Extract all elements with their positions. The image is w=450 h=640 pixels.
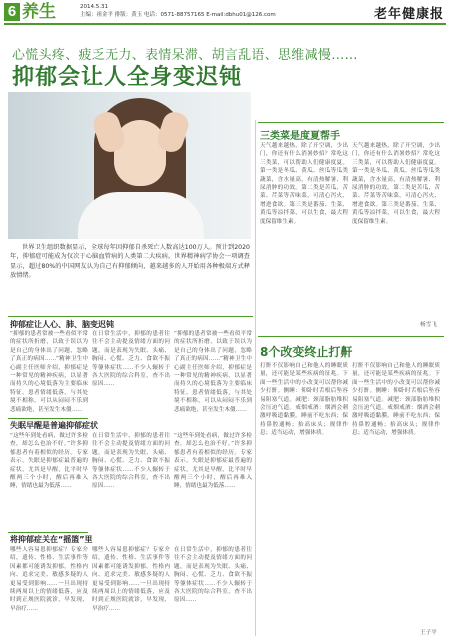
- section2-title: 失眠早醒是普遍抑郁症状: [10, 421, 98, 430]
- right-article1-byline: 杨雪飞: [420, 322, 437, 328]
- right-article2-col1: 打鼾不仅影响自己和他人的睡眠质量，还可能是某些疾病的征兆。下面一些生活中的小改变可以帮你减少打鼾。侧睡：仰卧时舌根后坠容易阻塞气道。减肥：颈部脂肪堆积会压迫气道。戒烟戒酒：烟酒会刺激呼吸道黏膜。睡前不吃东西；保持鼻腔通畅；抬高床头；规律作息；适当运动，增强体质。: [260, 363, 348, 437]
- right-article2-col2: 打鼾不仅影响自己和他人的睡眠质量，还可能是某些疾病的征兆。下面一些生活中的小改变可以帮你减少打鼾。侧睡：仰卧时舌根后坠容易阻塞气道。减肥：颈部脂肪堆积会压迫气道。戒烟戒酒：烟酒会刺激呼吸道黏膜。睡前不吃东西；保持鼻腔通畅；抬高床头；规律作息；适当运动，增强体质。: [352, 363, 440, 437]
- editor-line: 主编：祖金平 排版：黄玉 电话：0571-88757165 E-mail:dbhu01@126.com: [80, 12, 276, 18]
- column-divider: [255, 120, 256, 636]
- article-title: 抑郁会让人全身变迟钝: [12, 65, 243, 90]
- newspaper-logo: 老年健康报: [373, 7, 444, 22]
- right-article1-col2: 天气越来越热，除了开空调，少出门，你还有什么消暑妙招？常吃这三类菜，可以帮助人们健康度夏。第一类是冬瓜、黄瓜、丝瓜等瓜类蔬菜，含水量高，有清热解暑、利尿消肿的功效。第二类是苦瓜、苦菜、芹菜等苦味菜，可清心泻火、增进食欲。第三类是番茄、生菜、黄瓜等凉拌菜，可以生食，最大程度保留维生素。: [352, 143, 440, 225]
- header-rule: [4, 23, 446, 25]
- right-article1-title: 三类菜是度夏帮手: [260, 131, 340, 142]
- right-article2-rule: [258, 336, 444, 337]
- article-subtitle: 心慌头疼、疲乏无力、表情呆滞、胡言乱语、思维减慢……: [12, 48, 358, 63]
- section1-col3: “抑郁的患者常被一些看似平常的症状所折磨，以致于误以为是自己的身体出了问题，忽略了真正的病因……”精神卫生中心副主任医师介绍，抑郁症是一种常见的精神疾病，以显著而持久的心境低落为主要临床特征。患者情绪低落，与其处境不相称，可以从闷闷不乐到悲痛欲绝，甚至发生木僵……: [174, 331, 252, 413]
- page-number: 6: [4, 3, 20, 21]
- issue-date: 2014.5.31: [80, 4, 108, 10]
- section3-col2: 哪些人容易患抑郁症？专家介绍，遗传、性格、生活事件等因素都可能诱发抑郁。性格内向、追求完美、敏感多疑的人更易受到影响……一旦出现持续两周以上的情绪低落，应及时到正规医院就诊，早发现、早治疗……: [92, 547, 170, 612]
- article-lead: 世界卫生组织数据显示，全球每年因抑郁自杀死亡人数高达100万人。预计到2020年，抑郁症可能成为仅次于心脑血管病的人类第二大疾病。世界精神病学协会一项调查显示，超过80%的中国网友认为自己有抑郁倾向，越来越多的人开始用各种极端方式释放情绪。: [10, 244, 250, 279]
- section2-rule: [8, 418, 88, 419]
- section3-col1: 哪些人容易患抑郁症？专家介绍，遗传、性格、生活事件等因素都可能诱发抑郁。性格内向、追求完美、敏感多疑的人更易受到影响……一旦出现持续两周以上的情绪低落，应及时到正规医院就诊，早发现、早治疗……: [10, 547, 88, 612]
- photo-shirt: [78, 192, 204, 239]
- section2-col3: “这些年到处看病，做过许多检查，却怎么也治不好。”许多抑郁患者有着相似的经历。专家表示，失眠是抑郁症最普遍的症状，尤其是早醒，比平时早醒两三个小时，醒后再难入睡，情绪也最为低落……: [174, 433, 252, 490]
- section3-title: 将抑郁症关在“摇篮”里: [10, 535, 93, 544]
- right-article2-byline: 王子平: [420, 630, 437, 636]
- section1-title: 抑郁症让人心、肺、脑变迟钝: [10, 320, 114, 329]
- section1-col2: 在日常生活中，抑郁的患者往往不会主动提及情绪方面的问题，而是表现为失眠、头痛、胸闷、心慌、乏力、食欲不振等躯体症状……不少人辗转于各大医院的综合科室，查不出原因……: [92, 331, 170, 388]
- header-meta: [80, 3, 276, 19]
- section1-rule: [8, 316, 253, 317]
- section-name: 养生: [22, 2, 56, 22]
- right-article2-title: 8个改变终止打鼾: [260, 345, 353, 359]
- section1-col1: “抑郁的患者常被一些看似平常的症状所折磨，以致于误以为是自己的身体出了问题，忽略了真正的病因……”精神卫生中心副主任医师介绍，抑郁症是一种常见的精神疾病，以显著而持久的心境低落为主要临床特征。患者情绪低落，与其处境不相称，可以从闷闷不乐到悲痛欲绝，甚至发生木僵……: [10, 331, 88, 413]
- right-article1-rule: [258, 122, 444, 123]
- hero-photo: [8, 92, 251, 239]
- right-article1-col1: 天气越来越热，除了开空调，少出门，你还有什么消暑妙招？常吃这三类菜，可以帮助人们健康度夏。第一类是冬瓜、黄瓜、丝瓜等瓜类蔬菜，含水量高，有清热解暑、利尿消肿的功效。第二类是苦瓜、苦菜、芹菜等苦味菜，可清心泻火、增进食欲。第三类是番茄、生菜、黄瓜等凉拌菜，可以生食，最大程度保留维生素。: [260, 143, 348, 225]
- section2-col1: “这些年到处看病，做过许多检查，却怎么也治不好。”许多抑郁患者有着相似的经历。专家表示，失眠是抑郁症最普遍的症状，尤其是早醒，比平时早醒两三个小时，醒后再难入睡，情绪也最为低落……: [10, 433, 88, 490]
- section3-col3: 在日常生活中，抑郁的患者往往不会主动提及情绪方面的问题，而是表现为失眠、头痛、胸闷、心慌、乏力、食欲不振等躯体症状……不少人辗转于各大医院的综合科室，查不出原因……: [174, 547, 252, 604]
- section3-rule: [8, 532, 88, 533]
- section2-col2: 在日常生活中，抑郁的患者往往不会主动提及情绪方面的问题，而是表现为失眠、头痛、胸闷、心慌、乏力、食欲不振等躯体症状……不少人辗转于各大医院的综合科室，查不出原因……: [92, 433, 170, 490]
